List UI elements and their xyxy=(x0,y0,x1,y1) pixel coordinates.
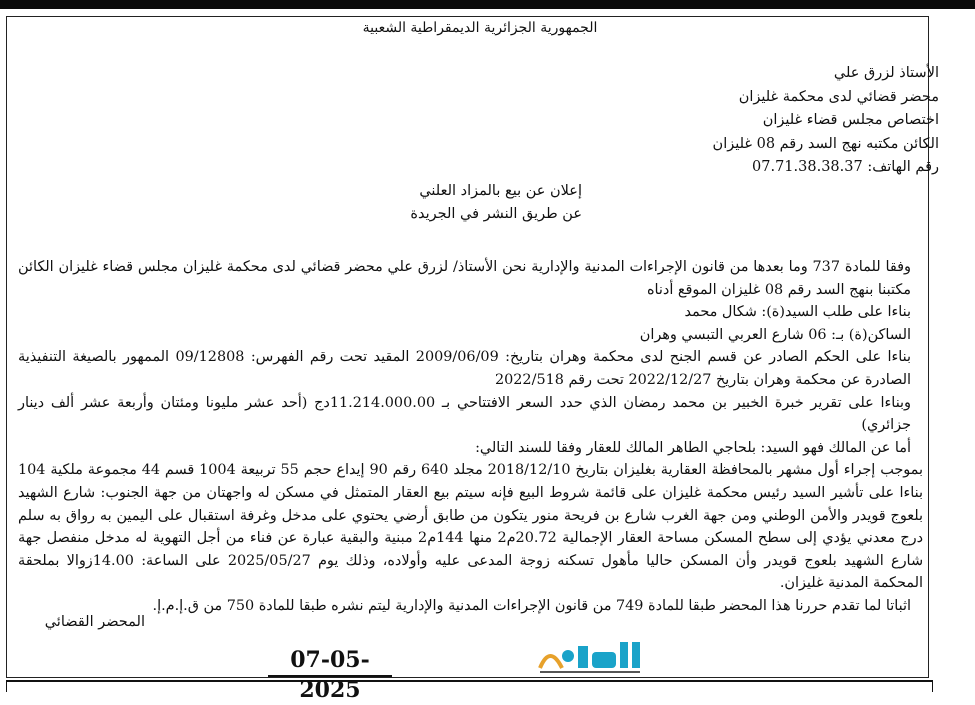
notice-subtitle: عن طريق النشر في الجريدة xyxy=(410,206,582,222)
republic-header: الجمهورية الجزائرية الديمقراطية الشعبية xyxy=(362,20,598,36)
body-paragraph: بموجب إجراء أول مشهر بالمحافظة العقارية بغليزان بتاريخ 2018/12/10 مجلد 640 رقم 90 إيداع حجم 55 تربيعة 1004 قسم 44 مجموعة ملكية 104 بناءا على تأشير السيد رئيس محكمة غليزان على قائمة شروط البيع فإنه سيتم بيع العقار المتمثل في مسكن له واجهتان من جهة الجنوب: شارع الشهيد بلعوج قويدر والأمن الوطني ومن جهة الغرب شارع بن فريحة منور يتكون من طابق أرضي يحتوي على مدخل وغرفة استقبال على اليمين به رواق به سلم درج معدني يؤدي إلى سطح المسكن مساحة العقار الإجمالية 20.72م2 منها 144م2 مبنية والبقية عبارة عن فناء من أجل التهوية له مدخل منفصل جهة شارع الشهيد بلعوج قويدر وأن المسكن حاليا مأهول تسكنه زوجة المدعى عليه وأولاده، وذلك يوم 2025/05/27 على الساعة: 14.00زوالا بملحقة المحكمة المدنية غليزان. xyxy=(18,462,923,592)
body-paragraph: اثباتا لما تقدم حررنا هذا المحضر طبقا للمادة 749 من قانون الإجراءات المدنية والإدارية ليتم نشره طبقا للمادة 750 من ق.إ.م.إ. xyxy=(152,597,911,614)
publication-date: 07-05-2025 xyxy=(268,645,392,677)
top-black-bar xyxy=(0,0,975,9)
bailiff-jurisdiction: اختصاص مجلس قضاء غليزان xyxy=(762,112,939,128)
body-paragraph: أما عن المالك فهو السيد: بلحاجي الطاهر المالك للعقار وفقا للسند التالي: xyxy=(475,439,911,456)
bailiff-title: محضر قضائي لدى محكمة غليزان xyxy=(738,88,939,105)
notice-body xyxy=(18,256,923,618)
signature-label: المحضر القضائي xyxy=(44,614,145,630)
body-paragraph: بناءا على الحكم الصادر عن قسم الجنح لدى محكمة وهران بتاريخ: 2009/06/09 المقيد تحت رقم الفهرس: 09/12808 الممهور بالصيغة التنفيذية الصادرة عن محكمة وهران بتاريخ 2022/12/27 تحت رقم 2022/518 xyxy=(18,349,912,388)
notice-heading xyxy=(382,180,582,226)
bailiff-address: الكائن مكتبه نهج السد رقم 08 غليزان xyxy=(712,135,939,152)
newspaper-logo-graphic xyxy=(536,638,656,676)
body-paragraph: وبناءا على تقرير خبرة الخبير بن محمد رمضان الذي حدد السعر الافتتاحي بـ 11.214.000.00دج (أحد عشر مليونا ومئتان وأربعة عشر ألف دينار جزائري) xyxy=(18,394,911,434)
body-paragraph: بناءا على طلب السيد(ة): شكال محمد xyxy=(684,304,911,321)
bailiff-name: الأستاذ لزرق علي xyxy=(833,65,939,81)
newspaper-logo xyxy=(536,638,656,676)
body-paragraph: الساكن(ة) بـ: 06 شارع العربي التبسي وهران xyxy=(639,326,911,343)
bailiff-info xyxy=(419,62,939,180)
bailiff-phone: رقم الهاتف: 07.71.38.38.37 xyxy=(752,159,939,175)
body-paragraph: وفقا للمادة 737 وما بعدها من قانون الإجراءات المدنية والإدارية نحن الأستاذ/ لزرق علي محضر قضائي لدى محكمة غليزان مجلس قضاء غليزان الكائن مكتبنا بنهج السد رقم 08 غليزان الموقع أدناه xyxy=(18,259,911,298)
notice-title: إعلان عن بيع بالمزاد العلني xyxy=(419,183,582,199)
bottom-border xyxy=(6,680,933,692)
